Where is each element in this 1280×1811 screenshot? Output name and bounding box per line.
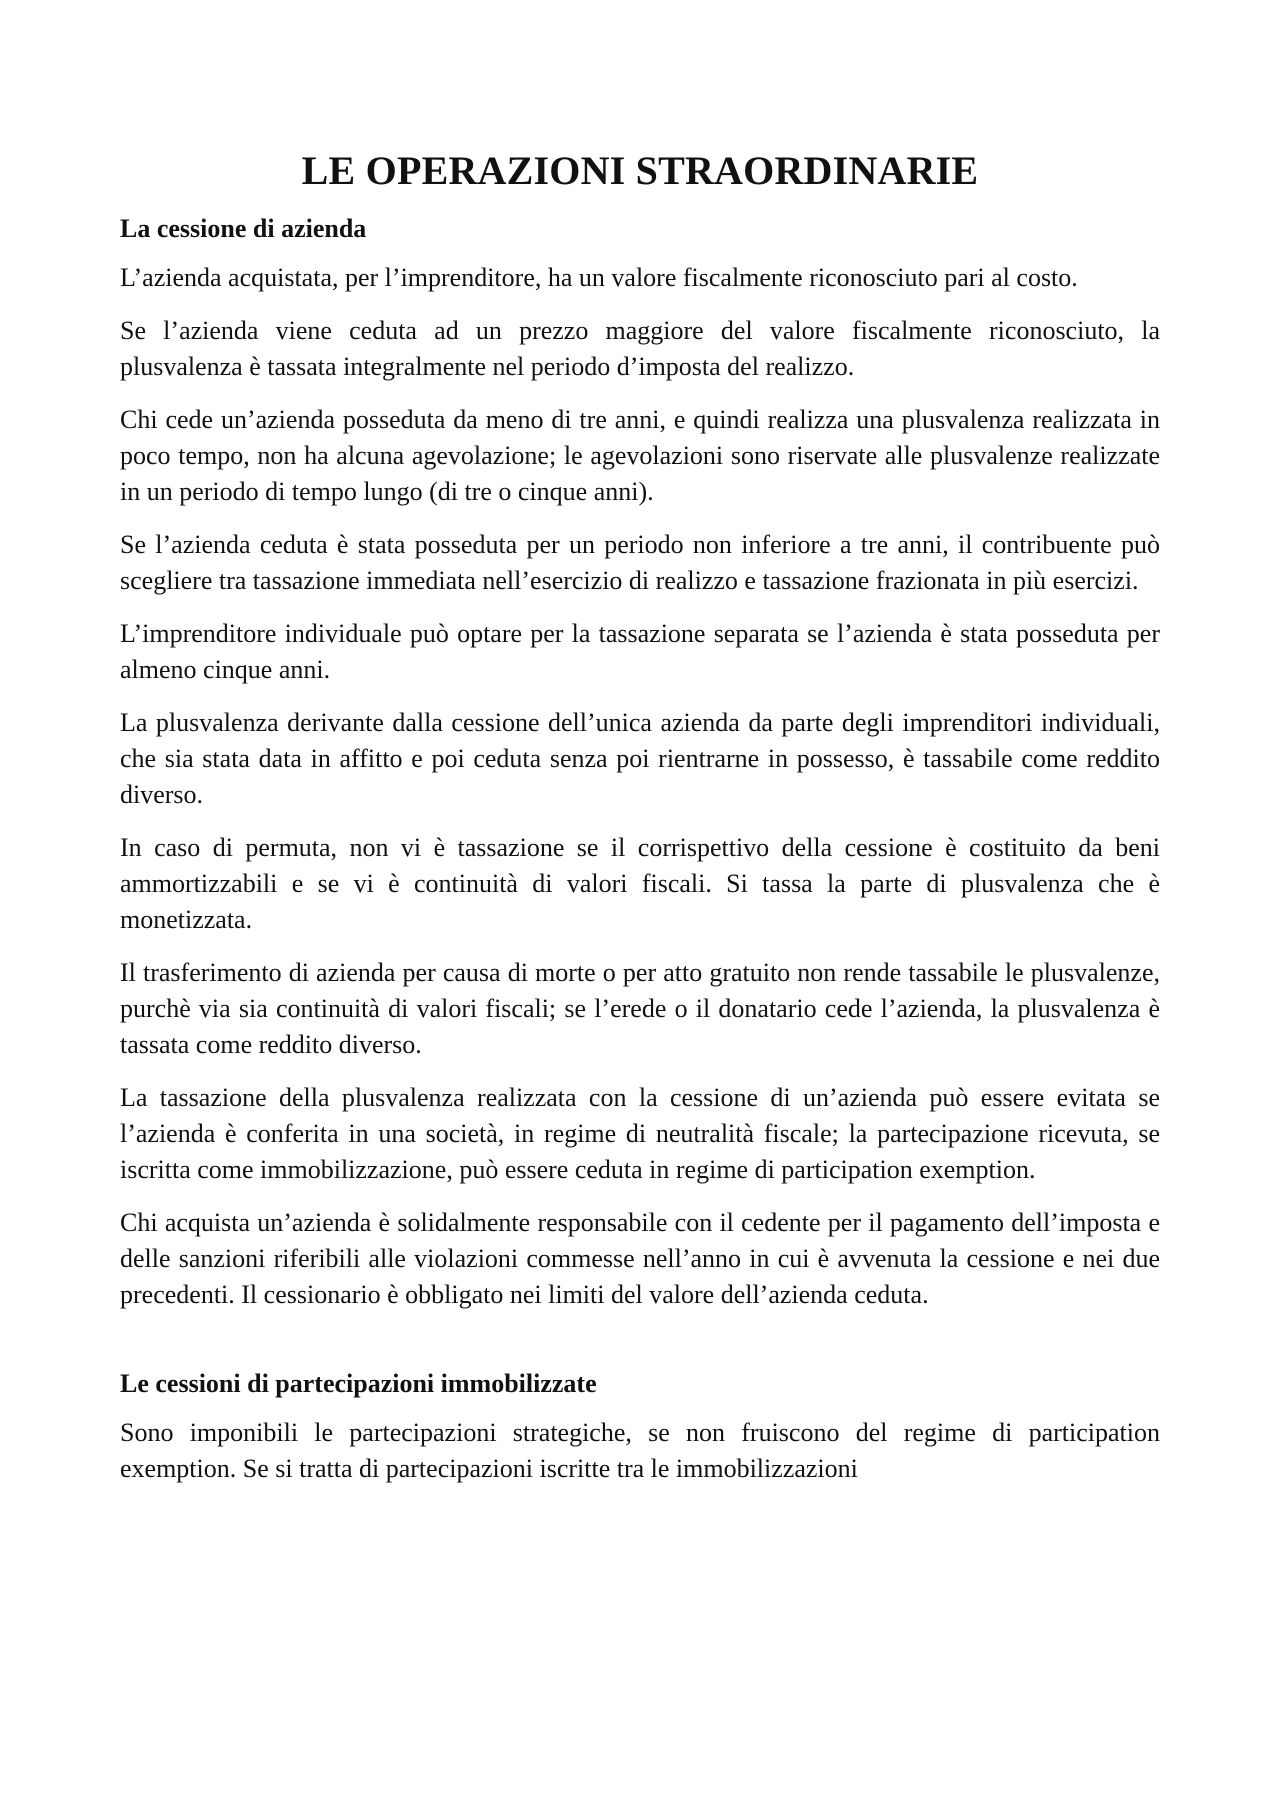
paragraph: La plusvalenza derivante dalla cessione dell’unica azienda da parte degli imprenditori individuali, che sia stata data in affitto e poi ceduta senza poi rientrarne in possesso, è tassabile come reddito diverso. — [120, 707, 1160, 809]
paragraph: L’azienda acquistata, per l’imprenditore, ha un valore fiscalmente riconosciuto pari al costo. — [120, 262, 1078, 292]
paragraph: Se l’azienda viene ceduta ad un prezzo maggiore del valore fiscalmente riconosciuto, la plusvalenza è tassata integralmente nel periodo d’imposta del realizzo. — [120, 315, 1160, 381]
paragraph: La tassazione della plusvalenza realizzata con la cessione di un’azienda può essere evitata se l’azienda è conferita in una società, in regime di neutralità fiscale; la partecipazione ricevuta, se iscritta come immobilizzazione, può essere ceduta in regime di participation exemption. — [120, 1082, 1160, 1184]
paragraph: L’imprenditore individuale può optare per la tassazione separata se l’azienda è stata posseduta per almeno cinque anni. — [120, 618, 1160, 684]
section-heading: Le cessioni di partecipazioni immobilizzate — [120, 1368, 597, 1398]
paragraph: Sono imponibili le partecipazioni strategiche, se non fruiscono del regime di participation exemption. Se si tratta di partecipazioni iscritte tra le immobilizzazioni — [120, 1417, 1160, 1483]
document-body — [120, 148, 1160, 1487]
paragraph: In caso di permuta, non vi è tassazione se il corrispettivo della cessione è costituito da beni ammortizzabili e se vi è continuità di valori fiscali. Si tassa la parte di plusvalenza che è monetizzata. — [120, 832, 1160, 934]
paragraph: Se l’azienda ceduta è stata posseduta per un periodo non inferiore a tre anni, il contribuente può scegliere tra tassazione immediata nell’esercizio di realizzo e tassazione frazionata in più esercizi. — [120, 529, 1160, 595]
section-heading: La cessione di azienda — [120, 214, 367, 243]
document-title: LE OPERAZIONI STRAORDINARIE — [301, 148, 979, 193]
paragraph: Il trasferimento di azienda per causa di morte o per atto gratuito non rende tassabile le plusvalenze, purchè via sia continuità di valori fiscali; se l’erede o il donatario cede l’azienda, la plusvalenza è tassata come reddito diverso. — [120, 957, 1160, 1059]
paragraph: Chi acquista un’azienda è solidalmente responsabile con il cedente per il pagamento dell’imposta e delle sanzioni riferibili alle violazioni commesse nell’anno in cui è avvenuta la cessione e nei due precedenti. Il cessionario è obbligato nei limiti del valore dell’azienda ceduta. — [120, 1207, 1160, 1309]
section-cessione-di-azienda — [120, 212, 1160, 1313]
section-cessioni-partecipazioni — [120, 1367, 1160, 1487]
paragraph: Chi cede un’azienda posseduta da meno di tre anni, e quindi realizza una plusvalenza realizzata in poco tempo, non ha alcuna agevolazione; le agevolazioni sono riservate alle plusvalenze realizzate in un periodo di tempo lungo (di tre o cinque anni). — [120, 404, 1160, 506]
